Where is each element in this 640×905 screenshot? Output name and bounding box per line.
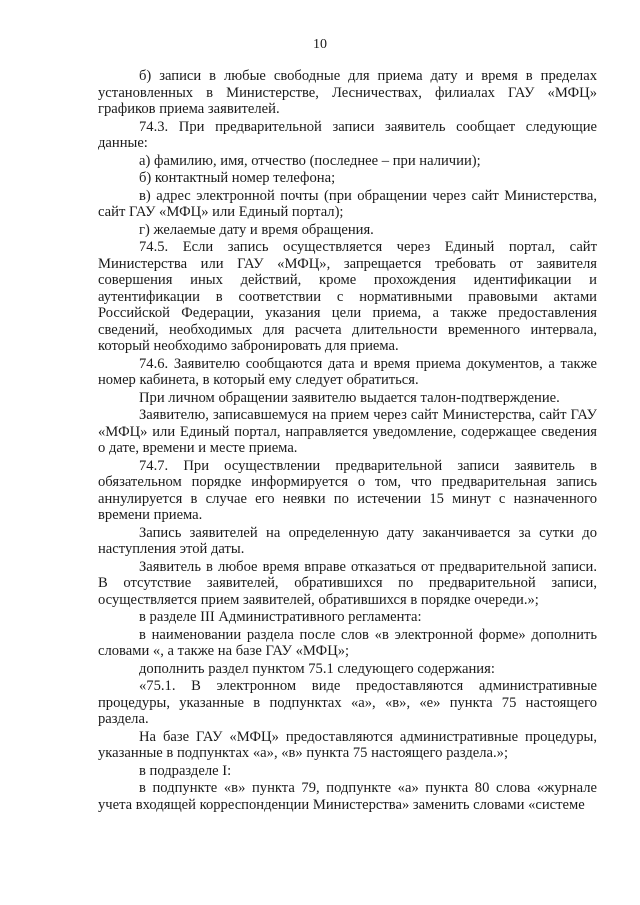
paragraph: 74.3. При предварительной записи заявитель сообщает следующие данные: <box>98 118 597 151</box>
page-number: 10 <box>313 37 327 52</box>
paragraph: 74.6. Заявителю сообщаются дата и время приема документов, а также номер кабинета, в который ему следует обратиться. <box>98 355 597 388</box>
paragraph: в подпункте «в» пункта 79, подпункте «а» пункта 80 слова «журнале учета входящей корреспонденции Министерства» заменить словами «системе <box>98 780 597 813</box>
paragraph: На базе ГАУ «МФЦ» предоставляются административные процедуры, указанные в подпунктах «а», «в» пункта 75 настоящего раздела.»; <box>98 728 597 761</box>
paragraph: в подразделе I: <box>139 762 232 779</box>
document-body <box>98 68 597 813</box>
paragraph: Заявитель в любое время вправе отказаться от предварительной записи. В отсутствие заявителей, обратившихся по предварительной записи, осуществляется прием заявителей, обратившихся в порядке очереди.»; <box>98 558 597 608</box>
paragraph: Запись заявителей на определенную дату заканчивается за сутки до наступления этой даты. <box>98 524 597 557</box>
paragraph: в) адрес электронной почты (при обращении через сайт Министерства, сайт ГАУ «МФЦ» или Единый портал); <box>98 187 597 220</box>
paragraph: «75.1. В электронном виде предоставляются административные процедуры, указанные в подпунктах «а», «в», «е» пункта 75 настоящего раздела. <box>98 678 597 727</box>
paragraph: б) записи в любые свободные для приема дату и время в пределах установленных в Министерстве, Лесничествах, филиалах ГАУ «МФЦ» графиков приема заявителей. <box>98 68 597 117</box>
paragraph: дополнить раздел пунктом 75.1 следующего содержания: <box>139 660 495 677</box>
paragraph: в наименовании раздела после слов «в электронной форме» дополнить словами «, а также на базе ГАУ «МФЦ»; <box>98 626 597 659</box>
paragraph: 74.5. Если запись осуществляется через Единый портал, сайт Министерства или ГАУ «МФЦ», запрещается требовать от заявителя совершения иных действий, кроме прохождения идентификации и аутентификации в соответствии с нормативными правовыми актами Российской Федерации, указания цели приема, а также предоставления сведений, необходимых для расчета длительности временного интервала, который необходимо забронировать для приема. <box>98 239 597 354</box>
paragraph: При личном обращении заявителю выдается талон-подтверждение. <box>139 389 560 406</box>
paragraph: а) фамилию, имя, отчество (последнее – при наличии); <box>139 152 481 169</box>
paragraph: 74.7. При осуществлении предварительной записи заявитель в обязательном порядке информируется о том, что предварительная запись аннулируется в случае его неявки по истечении 15 минут с назначенного времени приема. <box>98 457 597 523</box>
paragraph: г) желаемые дату и время обращения. <box>139 221 374 238</box>
paragraph: Заявителю, записавшемуся на прием через сайт Министерства, сайт ГАУ «МФЦ» или Единый портал, направляется уведомление, содержащее сведения о дате, времени и месте приема. <box>98 407 597 456</box>
paragraph: в разделе III Административного регламента: <box>139 609 422 625</box>
paragraph: б) контактный номер телефона; <box>139 170 336 186</box>
